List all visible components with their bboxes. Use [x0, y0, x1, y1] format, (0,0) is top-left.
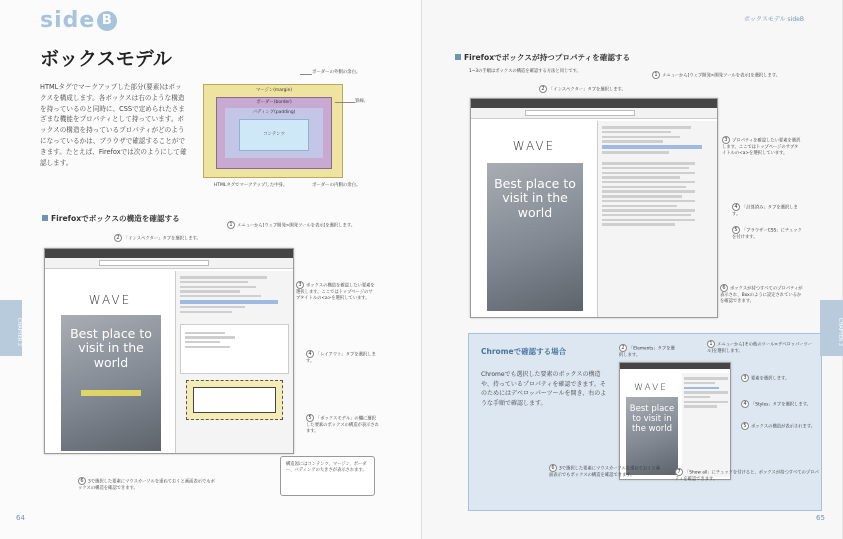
- note-border: 罫線。: [355, 99, 369, 104]
- callout-3: 3 ボックスの構造を確認したい要素を選択します。ここではトップページのサブタイトルの<a>を選択しています。: [296, 282, 375, 301]
- r-site-hero: Best place to visit in the world: [494, 176, 576, 220]
- page-number-right: 65: [816, 514, 825, 522]
- side-logo: side B: [40, 8, 117, 33]
- c-callout-3: 3 要素を選択します。: [741, 374, 817, 383]
- note-padding: ボーダーの内側の余白。: [312, 183, 361, 188]
- site-preview: [49, 271, 171, 453]
- c-callout-4: 4 「Styles」タブを選択します。: [741, 400, 817, 409]
- running-header: ボックスモデル sideB: [744, 16, 804, 23]
- box-model-diagram: [203, 84, 343, 178]
- margin-label: マージン(margin): [255, 88, 293, 93]
- page-title: ボックスモデル: [40, 48, 172, 70]
- chrome-title: Chromeで確認する場合: [481, 347, 567, 356]
- chapter-tab-left: CHAPTER 2: [0, 300, 22, 356]
- left-page: [0, 0, 421, 539]
- intro-paragraph: HTMLタグでマークアップした部分(要素)はボックスを構成します。各ボックスは右のような構造を持っているのと同時に、CSSで定められたさまざまな機能をプロパティとして持っています。ボックスの構造を持っているプロパティがどのようになっているかは、ブラウザで確認することができます。たとえば、Firefoxでは次のようにして確認します。: [40, 83, 187, 167]
- callout-6: 6 3で選択した要素にマウスカーソルを重ねておくと画面表示でもボックスの構造を確認できます。: [78, 478, 215, 491]
- border-area: [216, 97, 332, 169]
- r-devtools-panel: [597, 121, 717, 317]
- c-callout-7: 7 「Show all」にチェックを付けると、ボックスが持つすべてのプロパティを確認できます。: [675, 469, 819, 482]
- chrome-body: Chromeでも選択した要素のボックスの構造や、持っているプロパティを確認できます。そのためにはデベロッパーツールを開き、右のような手順で確認します。: [481, 371, 607, 407]
- callout-4: 4 「レイアウト」タブを選択します。: [306, 351, 376, 364]
- content-area: [239, 119, 309, 151]
- note-margin: ボーダーの外側の余白。: [312, 70, 361, 75]
- border-label: ボーダー(border): [256, 100, 292, 105]
- devtools-panel: [175, 271, 293, 453]
- chrome-screenshot: [619, 362, 731, 480]
- callout-5: 5 「ボックスモデル」の欄に選択した要素のボックスの構造が表示されます。: [306, 415, 380, 434]
- chrome-section: [468, 333, 822, 511]
- callout-1: 1 メニューから[ウェブ開発>開発ツールを表示]を選択します。: [227, 221, 357, 230]
- content-label: コンテンツ: [263, 132, 285, 137]
- section-title-right: Firefoxでボックスが持つプロパティを確認する: [455, 52, 630, 63]
- c-callout-5: 5 ボックスの構造が表示されます。: [741, 422, 817, 431]
- r-callout-4: 4 「計算済み」タブを選択します。: [732, 204, 798, 217]
- firefox-screenshot-left: [44, 248, 294, 454]
- note-content: HTMLタグでマークアップした中身。: [214, 183, 288, 188]
- r-callout-2: 2 「インスペクター」タブを選択します。: [539, 85, 669, 94]
- c-callout-2: 2 「Elements」タブを選択します。: [619, 345, 675, 358]
- r-site-logo: WAVE: [512, 139, 556, 153]
- site-hero: Best place to visit in the world: [70, 326, 152, 370]
- site-logo: WAVE: [88, 293, 132, 307]
- note-bubble: 構造図にはコンテンツ、マージン、ボーダー、パディングの大きさが表示されます。: [280, 456, 375, 496]
- padding-area: [225, 108, 323, 158]
- r-callout-1: 1 メニューから[ウェブ開発>開発ツールを表示]を選択します。: [652, 71, 802, 80]
- r-site-preview: [475, 121, 593, 317]
- c-site-logo: WAVE: [634, 383, 668, 393]
- callout-2: 2 「インスペクター」タブを選択します。: [114, 234, 244, 243]
- r-callout-3: 3 プロパティを確認したい要素を選択します。ここではトップページのサブタイトルの<a>を選択しています。: [722, 137, 801, 156]
- r-callout-5: 5 「ブラウザーCSS」にチェックを付けます。: [732, 227, 802, 240]
- c-callout-6: 6 3で選択した要素にマウスカーソルを重ねておくと画面表示でもボックスの構造を確認できます。: [549, 465, 661, 478]
- c-site-hero: Best place to visit in the world: [629, 404, 675, 434]
- intro-note: 1~3の手順はボックスの構造を確認する方法と同じです。: [469, 69, 581, 74]
- firefox-screenshot-right: [470, 98, 718, 318]
- r-callout-6: 6 ボックスが持つすべてのプロパティが表示され、Boxのように設定されているかを確認できます。: [720, 285, 803, 304]
- right-page: [421, 0, 842, 539]
- padding-label: パディング(padding): [252, 110, 296, 115]
- page-number-left: 64: [16, 514, 25, 522]
- section-title-left: Firefoxでボックスの構造を確認する: [42, 213, 180, 224]
- logo-badge: B: [97, 11, 117, 31]
- c-callout-1: 1 メニューから[その他のツール>デベロッパーツール]を選択します。: [707, 341, 813, 354]
- chapter-tab-right: CHAPTER 2: [820, 300, 843, 356]
